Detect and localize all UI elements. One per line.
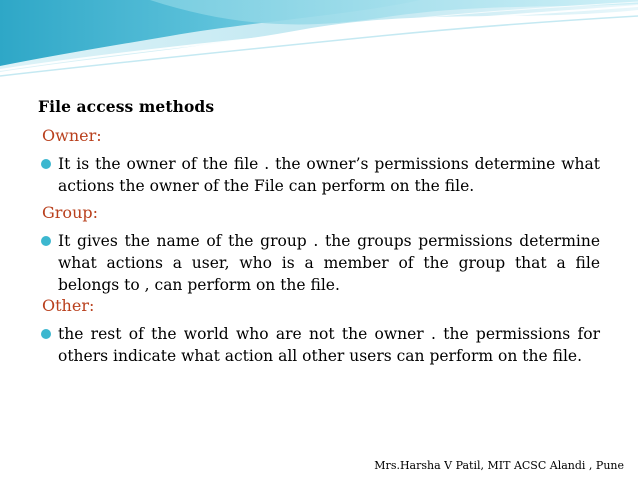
- bullet-icon: [41, 329, 51, 339]
- group-description: It gives the name of the group . the groups permissions determine what actions a user, who is a member of the group that a file belongs to , can perform on the file.: [58, 232, 600, 294]
- slide-footer-author: Mrs.Harsha V Patil, MIT ACSC Alandi , Pune: [374, 459, 624, 472]
- owner-description: It is the owner of the file . the owner’s permissions determine what actions the owner of the File can perform on the file.: [58, 155, 600, 195]
- group-label: Group:: [42, 203, 98, 222]
- owner-label: Owner:: [42, 126, 102, 145]
- bullet-icon: [41, 159, 51, 169]
- bullet-icon: [41, 236, 51, 246]
- other-description: the rest of the world who are not the owner . the permissions for others indicate what action all other users can perform on the file.: [58, 325, 600, 365]
- other-label: Other:: [42, 296, 95, 315]
- slide-title: File access methods: [38, 97, 215, 116]
